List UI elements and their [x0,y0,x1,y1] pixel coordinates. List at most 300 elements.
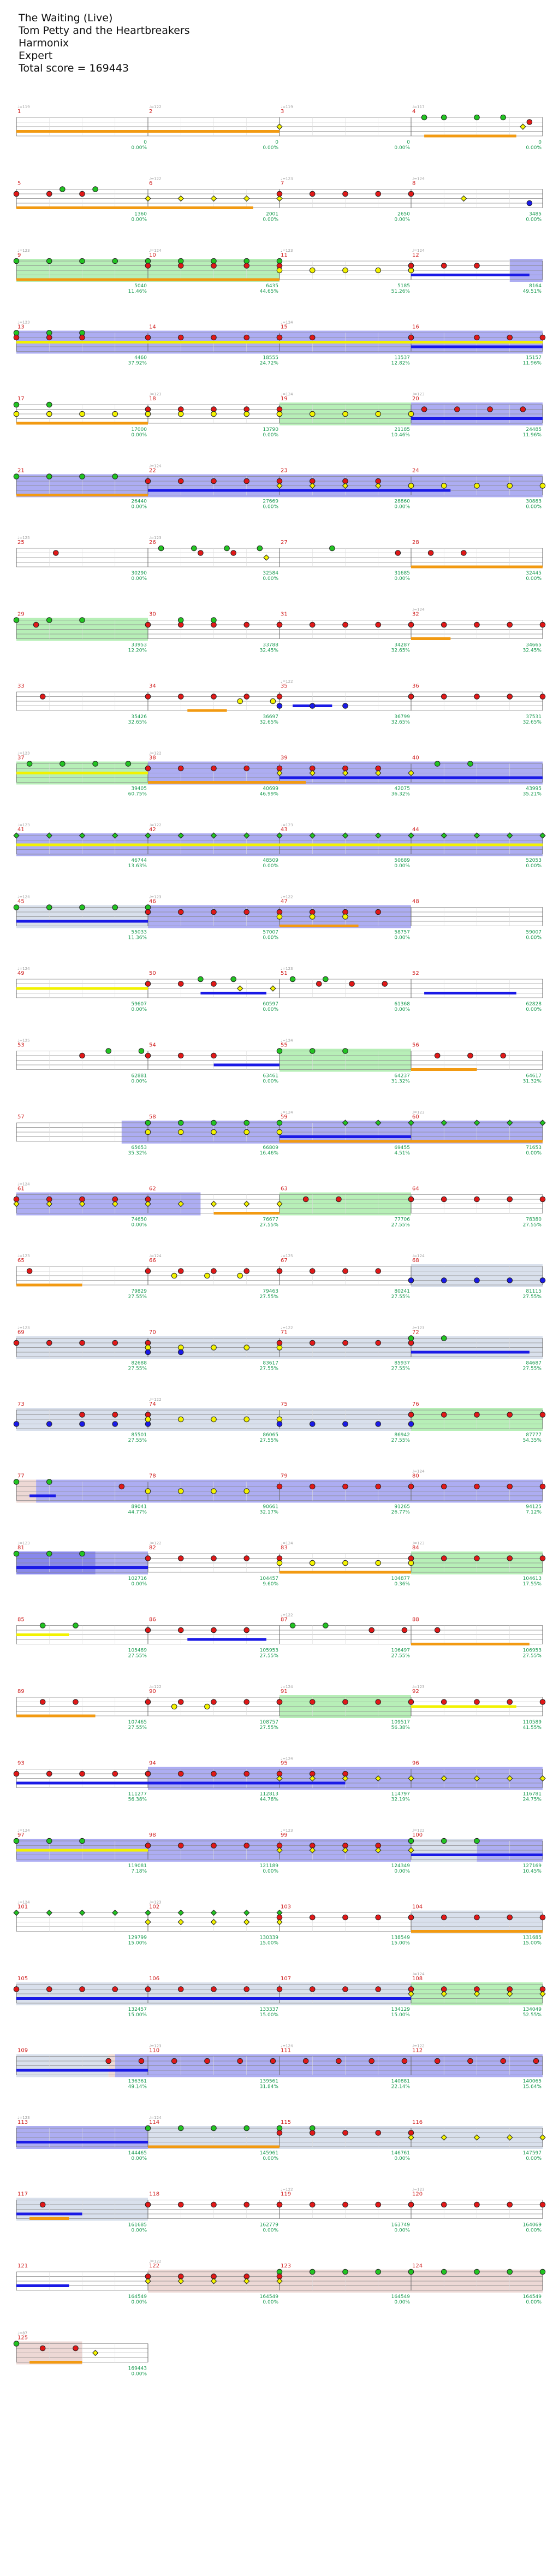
note-gem [507,1915,513,1920]
measure-percent: 27.55% [259,1438,278,1443]
note-gem [343,1987,348,1992]
measure-score: 129799 [128,1935,147,1941]
note-gem [244,1345,249,1351]
measure-score: 58757 [394,929,410,935]
note-gem [211,411,217,417]
sustain-bar [16,844,543,846]
note-gem [428,550,433,556]
note-gem [474,1838,480,1844]
note-gem [540,1915,545,1920]
note-gem [408,694,414,700]
note-gem [145,2125,151,2131]
measure-percent: 0.00% [131,1582,147,1587]
measure-number: 120 [412,2191,423,2198]
measure-number: 107 [281,1976,292,1982]
note-gem [145,1771,151,1776]
measure-score: 136361 [128,2078,147,2085]
measure-number: 102 [149,1904,160,1910]
measure-score: 55033 [131,929,147,935]
note-gem [277,191,282,197]
sustain-bar [280,1135,411,1138]
note-gem [178,1129,183,1135]
measure-number: 85 [17,1616,25,1623]
measure-percent: 0.00% [526,863,542,869]
measure-number: 69 [17,1329,25,1336]
measure-score: 0 [407,140,410,145]
measure-number: 70 [149,1329,156,1336]
note-gem [501,1053,506,1058]
note-gem [310,1340,315,1346]
measure-number: 73 [17,1401,25,1407]
sustain-bar [16,422,148,425]
note-gem [126,761,131,767]
note-gem [343,914,348,920]
sustain-bar [29,1495,56,1497]
measure-percent: 49.14% [128,2084,147,2090]
tempo-label: ♩=123 [281,176,293,181]
note-gem [507,1197,513,1202]
sustain-bar [16,987,148,990]
note-gem [507,1699,513,1705]
measure-score: 18555 [263,355,278,361]
note-gem [487,407,493,412]
measure-score: 112813 [259,1791,278,1797]
tempo-label: ♩=123 [17,1325,30,1330]
hopo-note [14,1910,19,1916]
note-gem [540,622,545,627]
note-gem [408,2269,414,2275]
tempo-label: ♩=122 [281,2187,293,2192]
measure-score: 40699 [263,786,278,792]
sustain-bar [280,777,543,779]
measure-number: 19 [281,396,288,402]
note-gem [435,1053,440,1058]
tempo-label: ♩=123 [17,320,30,325]
note-gem [46,1479,52,1485]
sustain-bar [16,1633,69,1636]
measure-percent: 31.84% [259,2084,278,2090]
note-gem [441,1484,447,1489]
tempo-label: ♩=124 [17,1900,30,1905]
note-gem [244,335,249,340]
note-gem [540,2269,545,2275]
measure-percent: 0.00% [394,2300,410,2305]
note-gem [441,263,447,269]
note-gem [343,622,348,627]
note-gem [376,191,381,197]
note-gem [244,1120,249,1126]
measure-number: 48 [412,898,419,905]
measure-number: 16 [412,324,419,330]
measure-percent: 0.00% [526,2156,542,2162]
note-gem [145,981,151,987]
tempo-label: ♩=125 [17,1038,30,1043]
note-gem [244,263,249,269]
measure-number: 50 [149,970,156,976]
measure-percent: 27.55% [522,1222,542,1228]
note-gem [205,1704,210,1709]
note-gem [237,2058,243,2064]
measure-number: 75 [281,1401,288,1407]
note-gem [106,1049,111,1054]
measure-percent: 44.77% [128,1509,147,1515]
measure-number: 20 [412,396,419,402]
note-gem [441,1197,447,1202]
measure-number: 63 [281,1186,288,1192]
measure-score: 28860 [394,499,410,505]
measure-percent: 24.72% [259,360,278,366]
note-gem [376,1699,381,1705]
tempo-label: ♩=124 [412,248,425,253]
note-gem [408,483,414,489]
note-gem [244,622,249,627]
sustain-bar [148,489,450,492]
tempo-label: ♩=124 [281,1685,293,1689]
measure-percent: 15.00% [259,1940,278,1946]
note-gem [310,2202,315,2207]
hopo-note [270,986,276,991]
note-gem [540,1197,545,1202]
tempo-label: ♩=117 [412,105,425,109]
note-gem [46,1422,52,1427]
measure-number: 71 [281,1329,288,1336]
sustain-bar [411,566,543,569]
measure-number: 3 [281,109,284,115]
note-gem [408,1336,414,1341]
note-gem [46,335,52,340]
measure-percent: 0.00% [526,1007,542,1012]
measure-number: 121 [17,2263,28,2269]
note-gem [376,268,381,273]
note-gem [244,411,249,417]
note-gem [145,766,151,771]
tempo-label: ♩=124 [412,1972,425,1976]
measure-score: 30290 [131,571,147,576]
note-gem [474,1278,480,1283]
measure-number: 25 [17,540,25,546]
measure-number: 57 [17,1114,25,1120]
note-gem [46,474,52,479]
note-gem [119,1484,124,1489]
note-gem [14,258,19,264]
measure-number: 59 [281,1114,288,1120]
note-gem [343,1699,348,1705]
note-gem [145,1843,151,1849]
note-gem [540,1556,545,1561]
hopo-note [244,196,249,202]
note-gem [310,335,315,340]
measure-number: 42 [149,827,156,833]
note-gem [507,1556,513,1561]
measure-percent: 0.00% [263,145,278,151]
tempo-label: ♩=123 [412,1110,425,1115]
measure-number: 54 [149,1042,156,1049]
note-gem [369,2058,374,2064]
hopo-note [178,1920,183,1925]
note-gem [540,694,545,700]
measure-number: 49 [17,970,25,976]
note-gem [211,1556,217,1561]
note-gem [507,1278,513,1283]
note-gem [277,622,282,627]
measure-score: 85937 [394,1360,410,1366]
measure-score: 46744 [131,858,147,863]
song-artist: Tom Petty and the Heartbreakers [19,25,190,37]
measure-number: 87 [281,1616,288,1623]
measure-number: 7 [281,180,284,187]
measure-percent: 0.00% [131,2371,147,2377]
measure-percent: 15.00% [391,2012,410,2018]
note-gem [376,909,381,915]
measure-score: 79829 [131,1289,147,1294]
note-gem [270,698,276,704]
note-gem [46,1987,52,1992]
measure-number: 74 [149,1401,156,1407]
note-gem [310,2130,315,2136]
note-gem [80,1412,85,1418]
note-gem [46,411,52,417]
note-gem [33,622,39,627]
song-title: The Waiting (Live) [19,12,113,24]
sustain-bar [16,1715,96,1718]
note-gem [343,703,348,709]
measure-percent: 15.00% [259,2012,278,2018]
note-gem [145,478,151,484]
sustain-bar [411,1068,477,1071]
measure-number: 66 [149,1258,156,1264]
measure-score: 144465 [128,2151,147,2156]
note-gem [211,909,217,915]
note-gem [343,1422,348,1427]
note-gem [441,1838,447,1844]
measure-score: 138549 [391,1935,410,1941]
note-gem [178,1699,183,1705]
measure-percent: 0.00% [263,863,278,869]
measure-number: 38 [149,755,156,761]
tempo-label: ♩=122 [412,2044,425,2048]
note-gem [46,618,52,623]
note-gem [211,1417,217,1422]
note-gem [211,263,217,269]
note-gem [408,1556,414,1561]
measure-number: 32 [412,611,419,618]
note-gem [46,191,52,197]
sustain-bar [16,1566,148,1569]
measure-score: 104877 [391,1576,410,1582]
note-gem [408,1412,414,1418]
measure-number: 1 [17,109,21,115]
measure-score: 61368 [394,1002,410,1007]
note-gem [14,335,19,340]
note-gem [80,474,85,479]
measure-percent: 0.00% [394,935,410,941]
measure-score: 69455 [394,1145,410,1151]
measure-number: 14 [149,324,156,330]
measure-score: 32445 [526,571,542,576]
note-gem [145,411,151,417]
tempo-label: ♩=123 [281,248,293,253]
note-gem [343,1340,348,1346]
note-gem [474,694,480,700]
measure-percent: 27.55% [128,1653,147,1659]
note-gem [474,2269,480,2275]
sustain-bar [16,2213,82,2216]
tempo-label: ♩=122 [149,2259,162,2264]
tempo-label: ♩=124 [17,1828,30,1833]
tempo-label: ♩=87 [17,2331,28,2336]
measure-score: 105953 [259,1648,278,1654]
tempo-label: ♩=124 [281,320,293,325]
measure-number: 97 [17,1832,25,1838]
measure-number: 44 [412,827,419,833]
note-gem [178,1269,183,1274]
note-gem [408,622,414,627]
note-gem [421,115,427,120]
measure-number: 21 [17,467,25,474]
note-gem [244,1843,249,1849]
measure-percent: 0.00% [263,1079,278,1085]
note-gem [507,1412,513,1418]
measure-score: 140881 [391,2078,410,2085]
note-gem [507,2202,513,2207]
note-gem [540,1699,545,1705]
note-gem [80,191,85,197]
measure-number: 10 [149,252,156,258]
measure-score: 3485 [529,211,542,217]
tempo-label: ♩=124 [281,392,293,396]
measure-percent: 0.00% [131,2156,147,2162]
measure-score: 169443 [128,2366,147,2372]
measure-percent: 56.38% [128,1797,147,1803]
note-gem [112,1771,118,1776]
measure-number: 18 [149,396,156,402]
note-gem [178,1771,183,1776]
measure-number: 122 [149,2263,160,2269]
measure-score: 71653 [526,1145,542,1151]
note-gem [343,2130,348,2136]
measure-score: 13537 [394,355,410,361]
note-gem [139,2058,144,2064]
measure-score: 8164 [529,283,542,289]
note-gem [178,694,183,700]
measure-score: 27669 [263,499,278,505]
note-gem [310,1422,315,1427]
note-gem [244,1627,249,1633]
measure-score: 48509 [263,858,278,863]
sustain-bar [29,2361,82,2364]
note-gem [257,546,263,551]
sustain-bar [280,1571,411,1574]
tempo-label: ♩=123 [149,536,162,540]
note-gem [369,1627,374,1633]
measure-score: 163749 [391,2222,410,2228]
measure-percent: 27.55% [522,1294,542,1300]
measure-score: 164549 [391,2294,410,2300]
note-gem [14,905,19,910]
measure-number: 17 [17,396,25,402]
note-gem [408,411,414,417]
note-gem [520,407,526,412]
measure-percent: 12.20% [128,648,147,654]
hopo-note [211,196,217,202]
note-gem [145,1349,151,1355]
note-gem [310,1049,315,1054]
measure-percent: 15.00% [522,1940,542,1946]
note-gem [231,976,236,982]
sustain-bar [411,274,530,276]
note-gem [376,622,381,627]
measure-score: 74650 [131,1217,147,1223]
note-gem [244,766,249,771]
note-gem [80,1987,85,1992]
tempo-label: ♩=123 [17,2116,30,2120]
note-gem [211,1843,217,1849]
hopo-note [46,1910,52,1916]
measure-percent: 32.17% [259,1509,278,1515]
note-gem [310,1269,315,1274]
measure-score: 34665 [526,642,542,648]
note-gem [277,703,282,709]
sustain-bar [16,2069,148,2072]
sustain-bar [214,1064,280,1067]
note-gem [527,200,532,206]
note-gem [112,474,118,479]
note-gem [310,1987,315,1992]
note-gem [474,1412,480,1418]
note-gem [145,263,151,269]
measure-percent: 31.32% [391,1079,410,1085]
measure-number: 112 [412,2047,423,2054]
sustain-bar [411,346,543,348]
note-gem [540,483,545,489]
note-gem [336,2058,342,2064]
tempo-label: ♩=124 [412,176,425,181]
note-gem [277,268,282,273]
tempo-label: ♩=123 [149,1900,162,1905]
measure-number: 67 [281,1258,288,1264]
measure-score: 34287 [394,642,410,648]
measure-percent: 27.55% [259,1294,278,1300]
note-gem [277,694,282,700]
measure-number: 11 [281,252,288,258]
measure-number: 113 [17,2119,28,2125]
measure-score: 39405 [131,786,147,792]
note-gem [224,546,230,551]
note-gem [178,335,183,340]
measure-percent: 26.77% [391,1509,410,1515]
note-gem [205,2058,210,2064]
note-gem [421,407,427,412]
note-gem [441,694,447,700]
sustain-bar [148,206,253,209]
measure-number: 93 [17,1760,25,1767]
measure-percent: 15.00% [391,1940,410,1946]
note-gem [192,546,197,551]
sustain-bar [16,279,280,281]
measure-score: 94125 [526,1504,542,1510]
note-gem [14,402,19,407]
measure-percent: 0.00% [131,504,147,510]
note-gem [441,2269,447,2275]
note-gem [178,1556,183,1561]
measure-score: 78380 [526,1217,542,1223]
note-gem [211,478,217,484]
measure-number: 33 [17,683,25,689]
note-gem [244,694,249,700]
measure-percent: 24.75% [522,1797,542,1803]
measure-score: 162779 [259,2222,278,2228]
note-gem [474,1915,480,1920]
